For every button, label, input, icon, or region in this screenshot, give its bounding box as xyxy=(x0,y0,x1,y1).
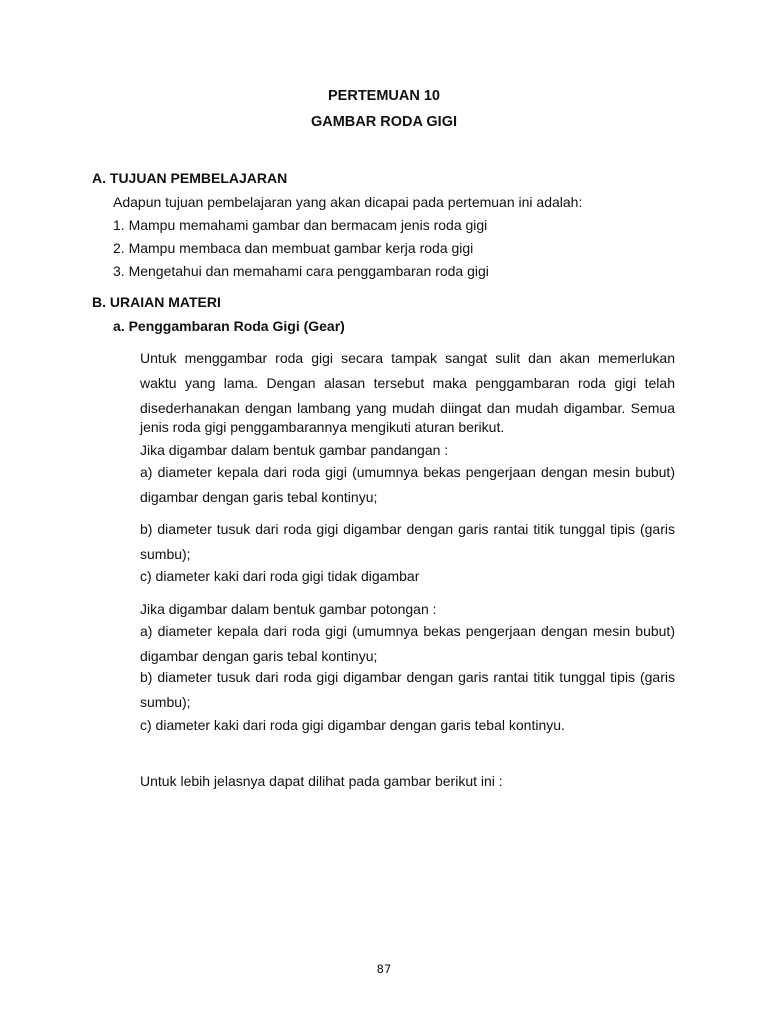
rule-line: b) diameter tusuk dari roda gigi digambar dengan garis rantai titik tunggal tipis (garis xyxy=(140,669,675,685)
section-a-intro: Adapun tujuan pembelajaran yang akan dicapai pada pertemuan ini adalah: xyxy=(113,194,583,210)
view-intro: Jika digambar dalam bentuk gambar pandangan : xyxy=(140,442,449,458)
section-rule-b xyxy=(140,665,675,715)
rule-line: sumbu); xyxy=(140,546,191,562)
paragraph-intro xyxy=(140,346,675,421)
page-number: 87 xyxy=(376,962,392,976)
view-rule-a xyxy=(140,460,675,510)
objective-item: 3. Mengetahui dan memahami cara penggambaran roda gigi xyxy=(113,263,489,279)
page-title: GAMBAR RODA GIGI xyxy=(310,114,458,130)
paragraph-line: disederhanakan dengan lambang yang mudah diingat dan mudah digambar. Semua xyxy=(140,400,675,416)
view-rule-b xyxy=(140,517,675,567)
subsection-heading: a. Penggambaran Roda Gigi (Gear) xyxy=(113,318,345,334)
paragraph-line: waktu yang lama. Dengan alasan tersebut maka penggambaran roda gigi telah xyxy=(140,375,675,391)
section-rule-c: c) diameter kaki dari roda gigi digambar dengan garis tebal kontinyu. xyxy=(140,717,565,733)
paragraph-line: Untuk menggambar roda gigi secara tampak sangat sulit dan akan memerlukan xyxy=(140,350,675,366)
paragraph-line: jenis roda gigi penggambarannya mengikuti aturan berikut. xyxy=(140,419,505,435)
meeting-title: PERTEMUAN 10 xyxy=(328,88,440,104)
rule-line: a) diameter kepala dari roda gigi (umumnya bekas pengerjaan dengan mesin bubut) xyxy=(140,464,675,480)
section-b-heading: B. URAIAN MATERI xyxy=(92,294,221,310)
rule-line: sumbu); xyxy=(140,694,191,710)
section-rule-a xyxy=(140,619,675,669)
objective-item: 2. Mampu membaca dan membuat gambar kerja roda gigi xyxy=(113,240,474,256)
closing-text: Untuk lebih jelasnya dapat dilihat pada gambar berikut ini : xyxy=(140,773,503,789)
objective-item: 1. Mampu memahami gambar dan bermacam jenis roda gigi xyxy=(113,217,488,233)
view-rule-c: c) diameter kaki dari roda gigi tidak digambar xyxy=(140,568,420,584)
rule-line: digambar dengan garis tebal kontinyu; xyxy=(140,489,378,505)
section-cut-intro: Jika digambar dalam bentuk gambar potongan : xyxy=(140,601,437,617)
rule-line: digambar dengan garis tebal kontinyu; xyxy=(140,648,378,664)
rule-line: a) diameter kepala dari roda gigi (umumnya bekas pengerjaan dengan mesin bubut) xyxy=(140,623,675,639)
rule-line: b) diameter tusuk dari roda gigi digambar dengan garis rantai titik tunggal tipis (garis xyxy=(140,521,675,537)
section-a-heading: A. TUJUAN PEMBELAJARAN xyxy=(92,170,288,186)
